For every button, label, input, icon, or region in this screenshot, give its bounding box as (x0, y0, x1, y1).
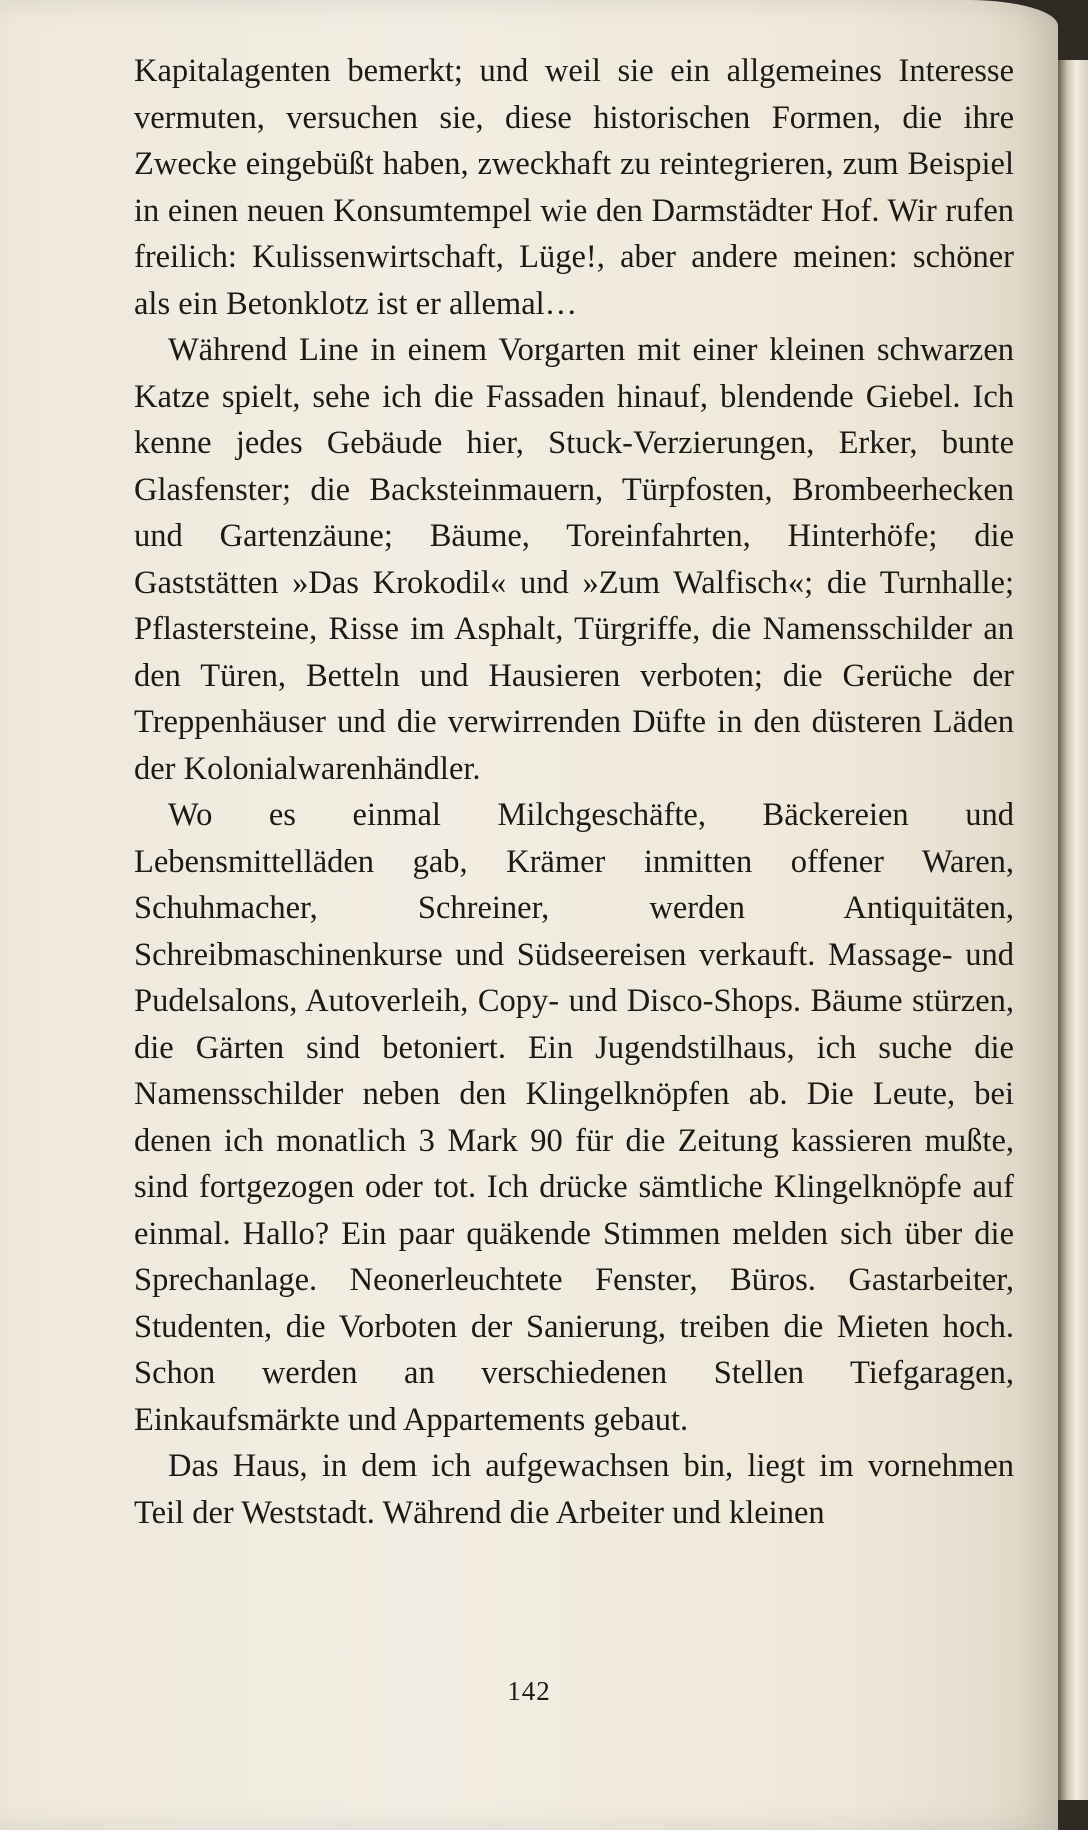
page-edge (1058, 60, 1088, 1800)
body-text (134, 48, 1014, 1536)
paragraph-4: Das Haus, in dem ich aufgewachsen bin, liegt im vornehmen Teil der Weststadt. Während die Arbeiter und kleinen (134, 1448, 1014, 1531)
page-number: 142 (507, 1676, 551, 1706)
paragraph-1: Kapitalagenten bemerkt; und weil sie ein allgemeines Interesse vermuten, versuchen sie, diese historischen Formen, die ihre Zwecke eingebüßt haben, zweckhaft zu reintegrieren, zum Beispiel in einen neuen Konsumtempel wie den Darmstädter Hof. Wir rufen freilich: Kulissenwirtschaft, Lüge!, aber andere meinen: schöner als ein Betonklotz ist er allemal… (134, 53, 1014, 322)
paragraph-3: Wo es einmal Milchgeschäfte, Bäckereien und Lebensmittelläden gab, Krämer inmitten offener Waren, Schuhmacher, Schreiner, werden Antiquitäten, Schreibmaschinenkurse und Südseereisen verkauft. Massage- und Pudelsalons, Autoverleih, Copy- und Disco-Shops. Bäume stürzen, die Gärten sind betoniert. Ein Jugendstilhaus, ich suche die Namensschilder neben den Klingelknöpfen ab. Die Leute, bei denen ich monatlich 3 Mark 90 für die Zeitung kassieren mußte, sind fortgezogen oder tot. Ich drücke sämtliche Klingelknöpfe auf einmal. Hallo? Ein paar quäkende Stimmen melden sich über die Sprechanlage. Neonerleuchtete Fenster, Büros. Gastarbeiter, Studenten, die Vorboten der Sanierung, treiben die Mieten hoch. Schon werden an verschiedenen Stellen Tiefgaragen, Einkaufsmärkte und Appartements gebaut. (134, 797, 1014, 1438)
paragraph-2: Während Line in einem Vorgarten mit einer kleinen schwarzen Katze spielt, sehe ich die Fassaden hinauf, blendende Giebel. Ich kenne jedes Gebäude hier, Stuck-Verzierungen, Erker, bunte Glasfenster; die Backsteinmauern, Türpfosten, Brombeerhecken und Gartenzäune; Bäume, Toreinfahrten, Hinterhöfe; die Gaststätten »Das Krokodil« und »Zum Walfisch«; die Turnhalle; Pflastersteine, Risse im Asphalt, Türgriffe, die Namensschilder an den Türen, Betteln und Hausieren verboten; die Gerüche der Treppenhäuser und die verwirrenden Düfte in den düsteren Läden der Kolonialwarenhändler. (134, 332, 1014, 787)
